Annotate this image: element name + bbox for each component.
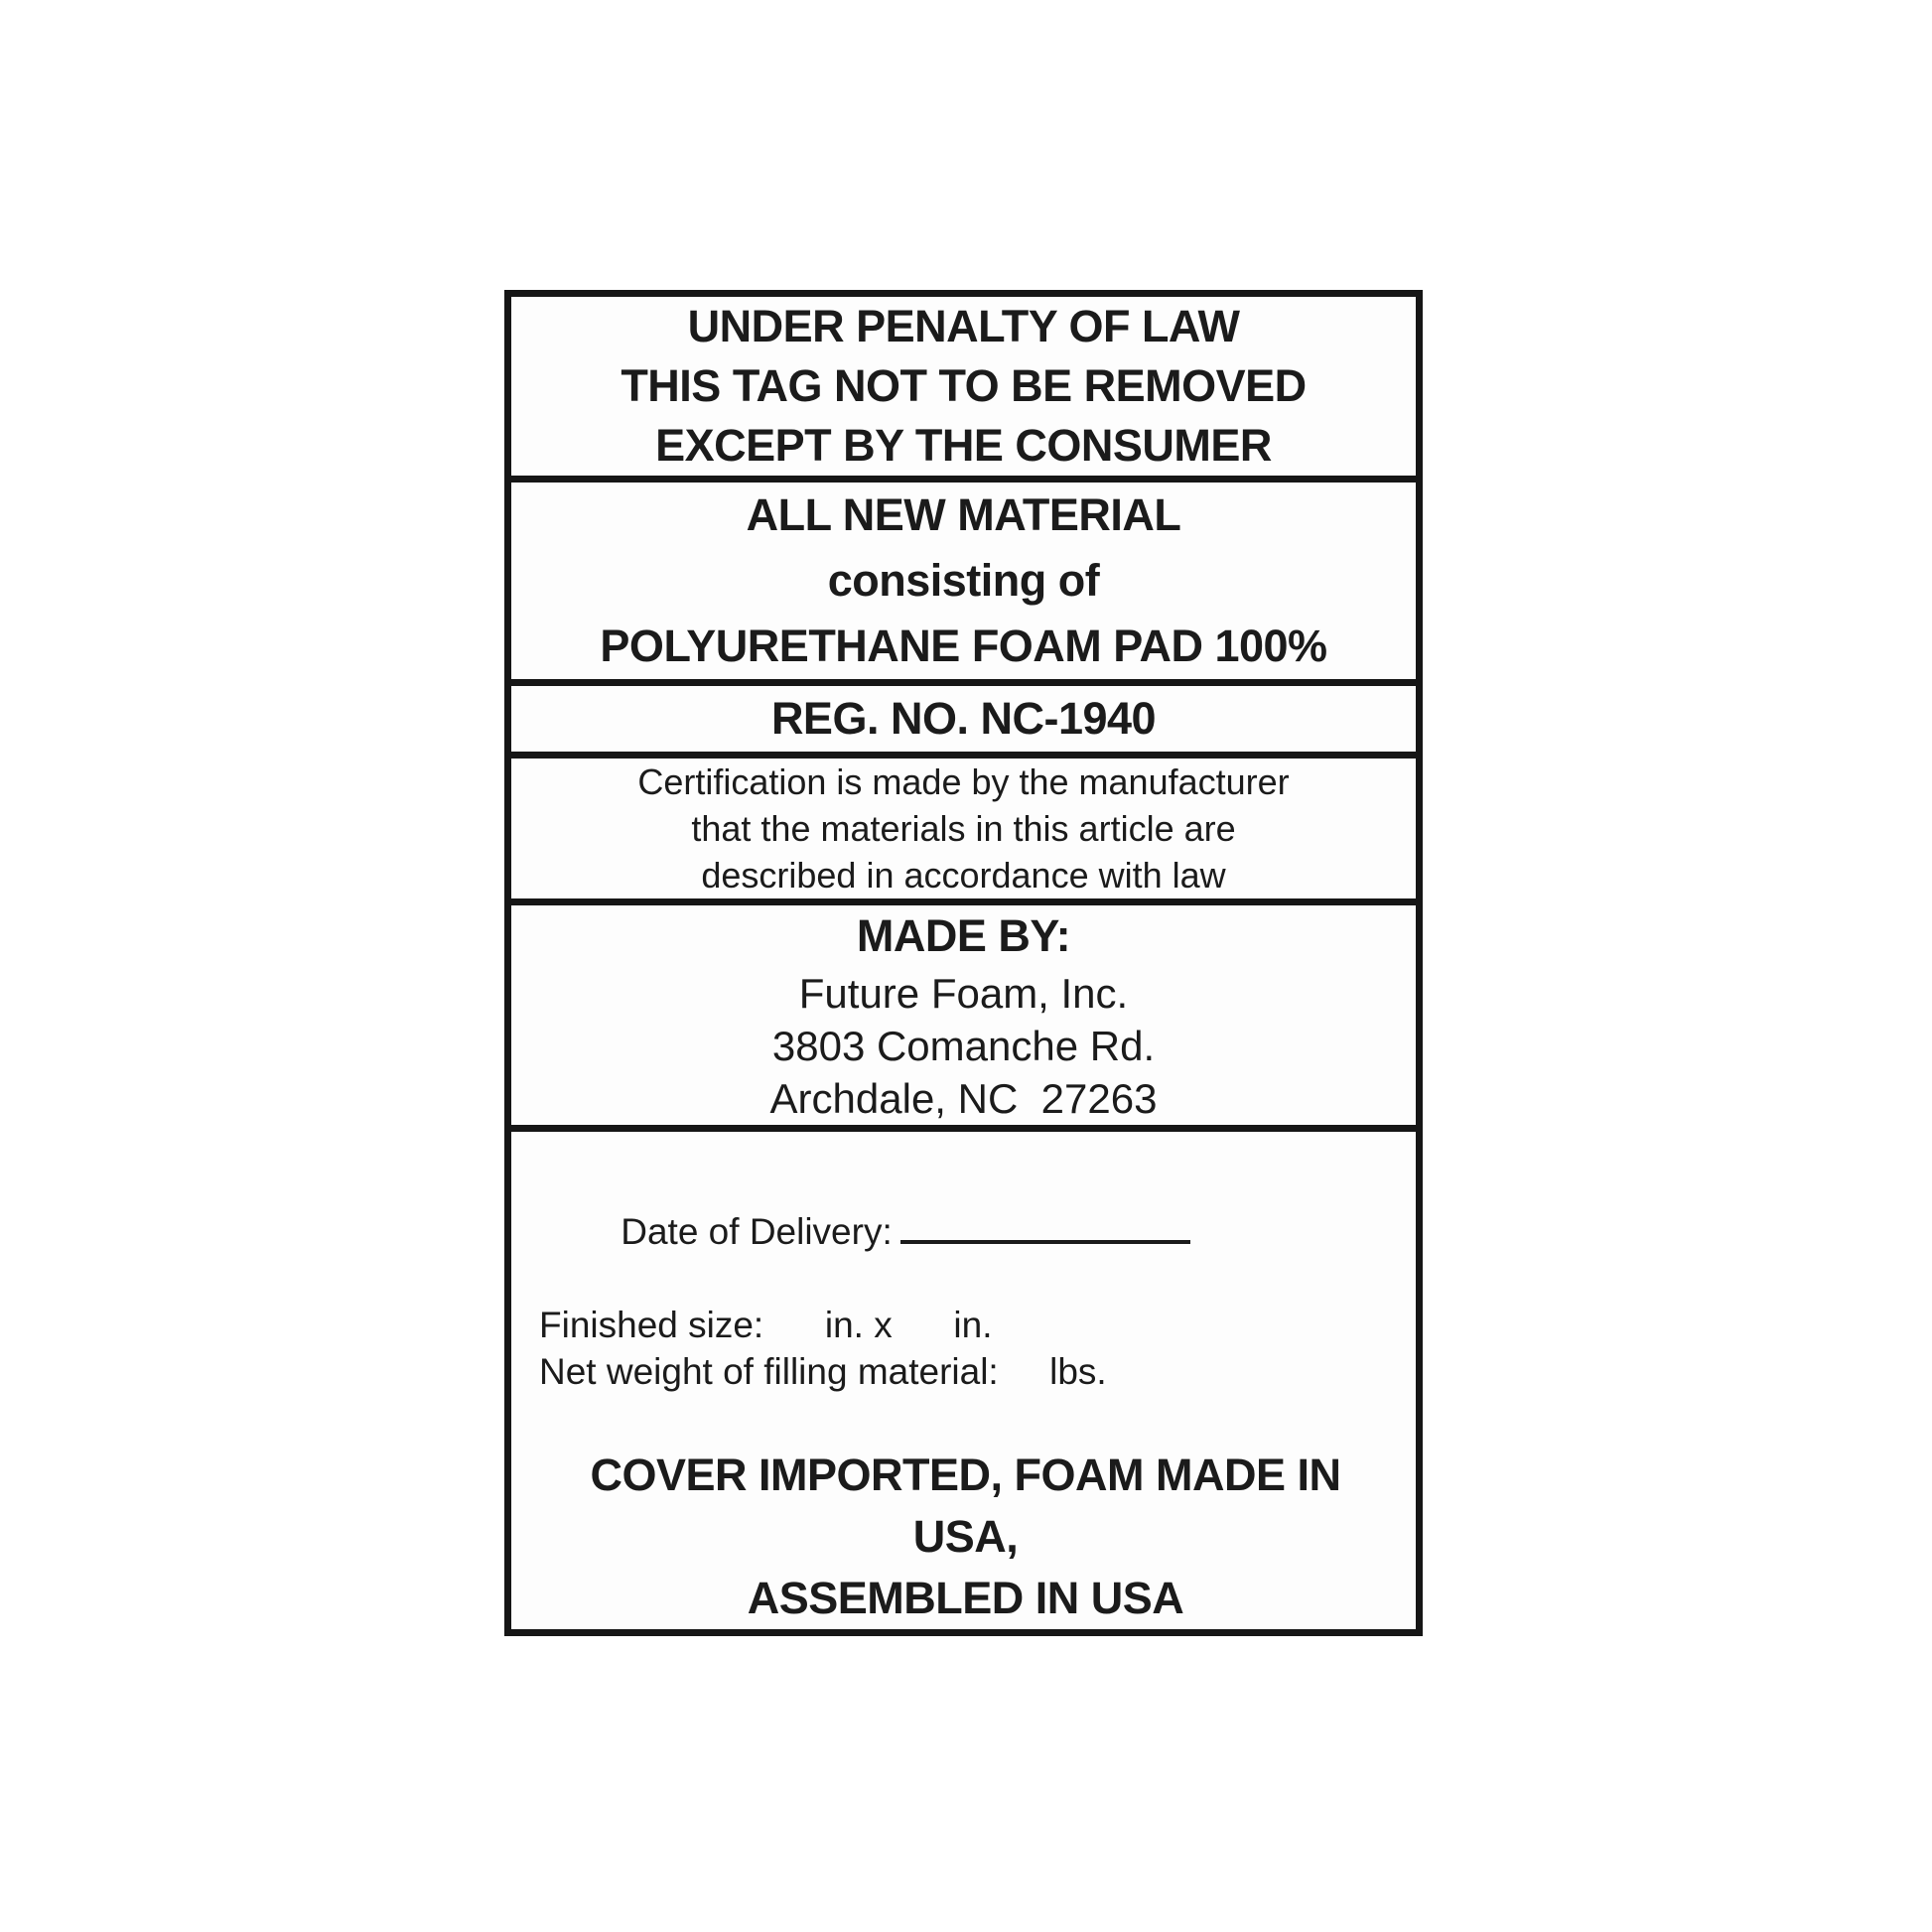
date-blank-line [900, 1210, 1190, 1244]
manufacturer-city: Archdale, NC 27263 [769, 1075, 1158, 1122]
penalty-line: THIS TAG NOT TO BE REMOVED [621, 360, 1307, 411]
certification-line: that the materials in this article are [691, 808, 1236, 849]
delivery-section [511, 1132, 1416, 1629]
penalty-line: EXCEPT BY THE CONSUMER [655, 420, 1272, 471]
material-line: ALL NEW MATERIAL [746, 489, 1181, 540]
net-weight-row: Net weight of filling material: lbs. [539, 1351, 1107, 1392]
penalty-line: UNDER PENALTY OF LAW [687, 301, 1240, 351]
registration-number: REG. NO. NC-1940 [770, 693, 1157, 744]
origin-line: COVER IMPORTED, FOAM MADE IN USA, [590, 1449, 1341, 1562]
penalty-section [511, 297, 1416, 483]
made-by-heading: MADE BY: [856, 910, 1071, 961]
origin-statement [539, 1445, 1392, 1629]
certification-section [511, 759, 1416, 905]
manufacturer-name: Future Foam, Inc. [798, 970, 1129, 1017]
registration-section [511, 686, 1416, 759]
certification-line: Certification is made by the manufacturer [637, 761, 1290, 802]
finished-size-row: Finished size: in. x in. [539, 1305, 993, 1345]
certification-line: described in accordance with law [701, 855, 1226, 896]
origin-line: ASSEMBLED IN USA [747, 1573, 1184, 1623]
date-of-delivery-row [539, 1162, 1392, 1302]
law-label-tag [504, 290, 1423, 1636]
material-section [511, 483, 1416, 686]
material-line: consisting of [827, 555, 1100, 606]
date-of-delivery-label: Date of Delivery: [621, 1211, 893, 1252]
manufacturer-street: 3803 Comanche Rd. [771, 1023, 1156, 1069]
material-line: POLYURETHANE FOAM PAD 100% [600, 621, 1327, 671]
made-by-section [511, 905, 1416, 1132]
